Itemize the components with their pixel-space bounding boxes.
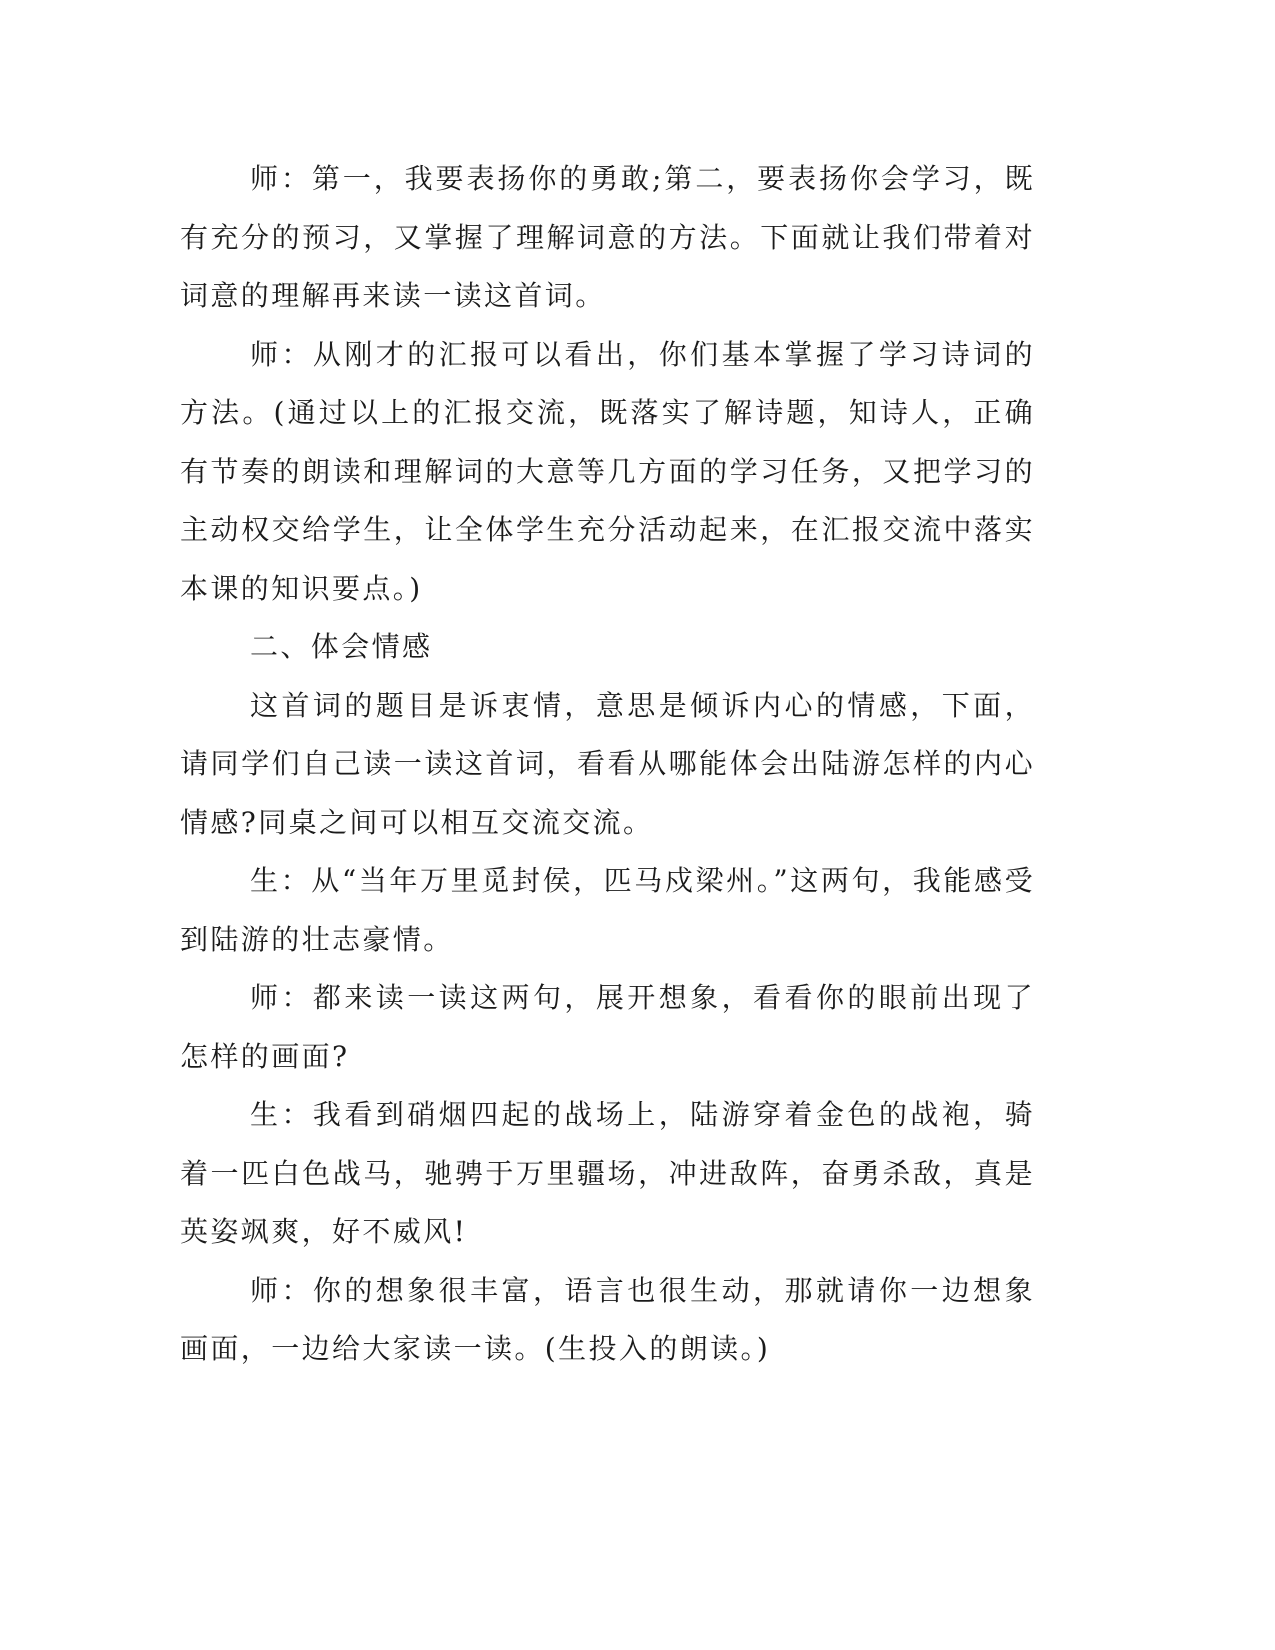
paragraph-instruction: 这首词的题目是诉衷情，意思是倾诉内心的情感，下面，请同学们自己读一读这首词，看看从哪能体会出陆游怎样的内心情感?同桌之间可以相互交流交流。 (180, 688, 1035, 839)
paragraph-teacher-question: 师：都来读一读这两句，展开想象，看看你的眼前出现了怎样的画面? (180, 981, 1035, 1073)
document-body (180, 150, 1035, 1379)
paragraph-student-imagination: 生：我看到硝烟四起的战场上，陆游穿着金色的战袍，骑着一匹白色战马，驰骋于万里疆场，冲进敌阵，奋勇杀敌，真是英姿飒爽，好不威风! (180, 1098, 1035, 1248)
paragraph-teacher-praise: 师：第一，我要表扬你的勇敢;第二，要表扬你会学习，既有充分的预习，又掌握了理解词意的方法。下面就让我们带着对词意的理解再来读一读这首词。 (180, 162, 1035, 312)
paragraph-teacher-feedback: 师：你的想象很丰富，语言也很生动，那就请你一边想象画面，一边给大家读一读。(生投入的朗读。) (180, 1273, 1035, 1365)
paragraph-student-answer: 生：从“当年万里觅封侯，匹马戍梁州。”这两句，我能感受到陆游的壮志豪情。 (180, 864, 1035, 956)
paragraph-teacher-summary: 师：从刚才的汇报可以看出，你们基本掌握了学习诗词的方法。(通过以上的汇报交流，既落实了解诗题，知诗人，正确有节奏的朗读和理解词的大意等几方面的学习任务，又把学习的主动权交给学生，让全体学生充分活动起来，在汇报交流中落实本课的知识要点。) (180, 337, 1035, 605)
section-heading: 二、体会情感 (250, 630, 433, 663)
